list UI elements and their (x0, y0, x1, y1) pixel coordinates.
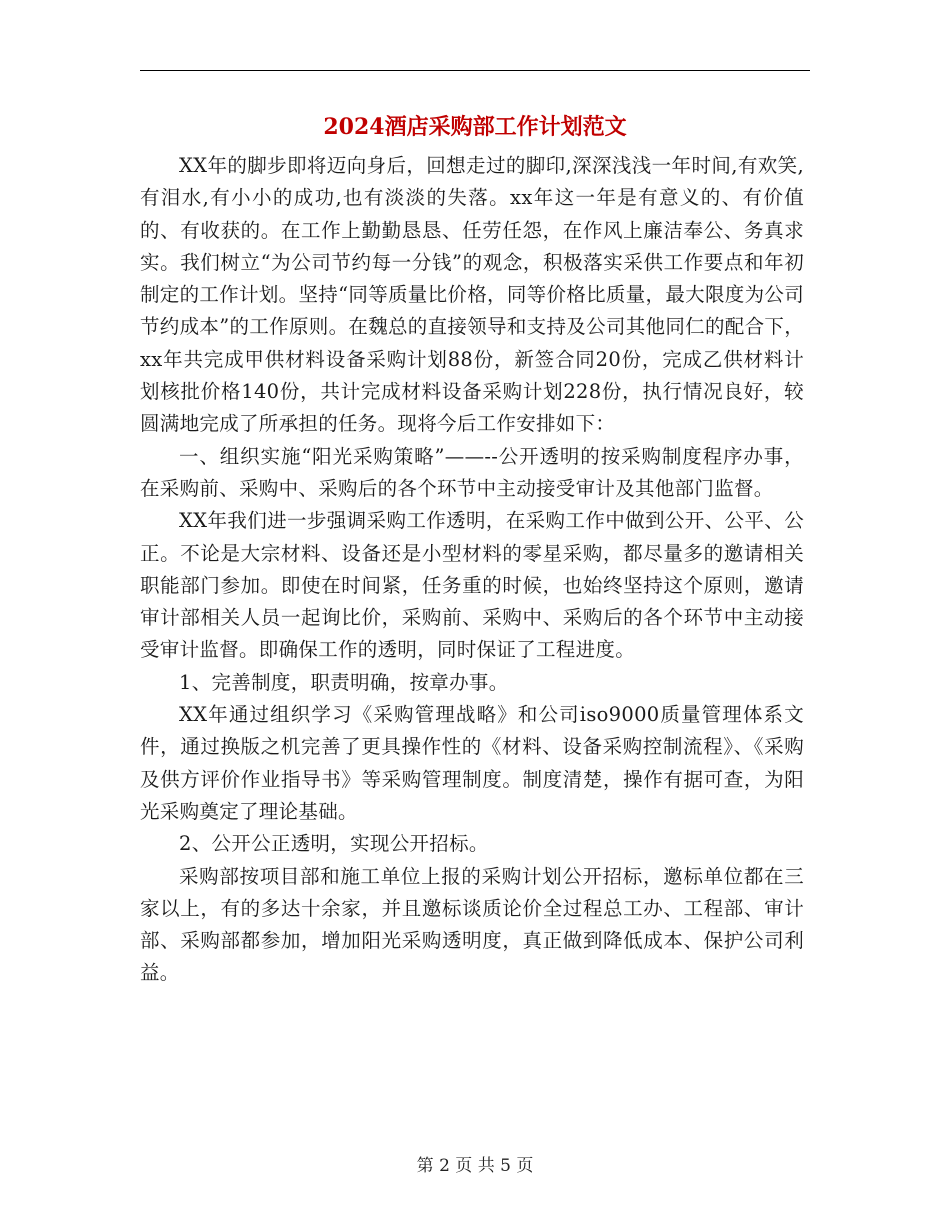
page-number: 第 2 页 共 5 页 (416, 1156, 534, 1176)
paragraph-tender: 采购部按项目部和施工单位上报的采购计划公开招标，邀标单位都在三家以上，有的多达十余家，并且邀标谈质论价全过程总工办、工程部、审计部、采购部都参加，增加阳光采购透明度，真正做到降低成本、保护公司利益。 (140, 864, 804, 985)
document-body (140, 150, 804, 990)
paragraph-intro: XX年的脚步即将迈向身后，回想走过的脚印,深深浅浅一年时间,有欢笑,有泪水,有小小的成功,也有淡淡的失落。xx年这一年是有意义的、有价值的、有收获的。在工作上勤勤恳恳、任劳任怨，在作风上廉洁奉公、务真求实。我们树立“为公司节约每一分钱”的观念，积极落实采供工作要点和年初制定的工作计划。坚持“同等质量比价格，同等价格比质量，最大限度为公司节约成本”的工作原则。在魏总的直接领导和支持及公司其他同仁的配合下，xx年共完成甲供材料设备采购计划88份，新签合同20份，完成乙供材料计划核批价格140份，共计完成材料设备采购计划228份，执行情况良好，较圆满地完成了所承担的任务。现将今后工作安排如下： (140, 154, 804, 436)
paragraph-section-one: 一、组织实施“阳光采购策略”——--公开透明的按采购制度程序办事，在采购前、采购中、采购后的各个环节中主动接受审计及其他部门监督。 (140, 444, 804, 500)
paragraph-heading-1: 1、完善制度，职责明确，按章办事。 (179, 670, 509, 694)
document-title: 2024酒店采购部工作计划范文 (323, 114, 627, 140)
paragraph-transparency: XX年我们进一步强调采购工作透明，在采购工作中做到公开、公平、公正。不论是大宗材料、设备还是小型材料的零星采购，都尽量多的邀请相关职能部门参加。即使在时间紧，任务重的时候，也始终坚持这个原则，邀请审计部相关人员一起询比价，采购前、采购中、采购后的各个环节中主动接受审计监督。即确保工作的透明，同时保证了工程进度。 (140, 509, 804, 662)
paragraph-system: XX年通过组织学习《采购管理战略》和公司iso9000质量管理体系文件，通过换版之机完善了更具操作性的《材料、设备采购控制流程》、《采购及供方评价作业指导书》等采购管理制度。制度清楚，操作有据可查，为阳光采购奠定了理论基础。 (140, 703, 804, 823)
header-rule (140, 70, 810, 71)
paragraph-heading-2: 2、公开公正透明，实现公开招标。 (179, 832, 489, 856)
